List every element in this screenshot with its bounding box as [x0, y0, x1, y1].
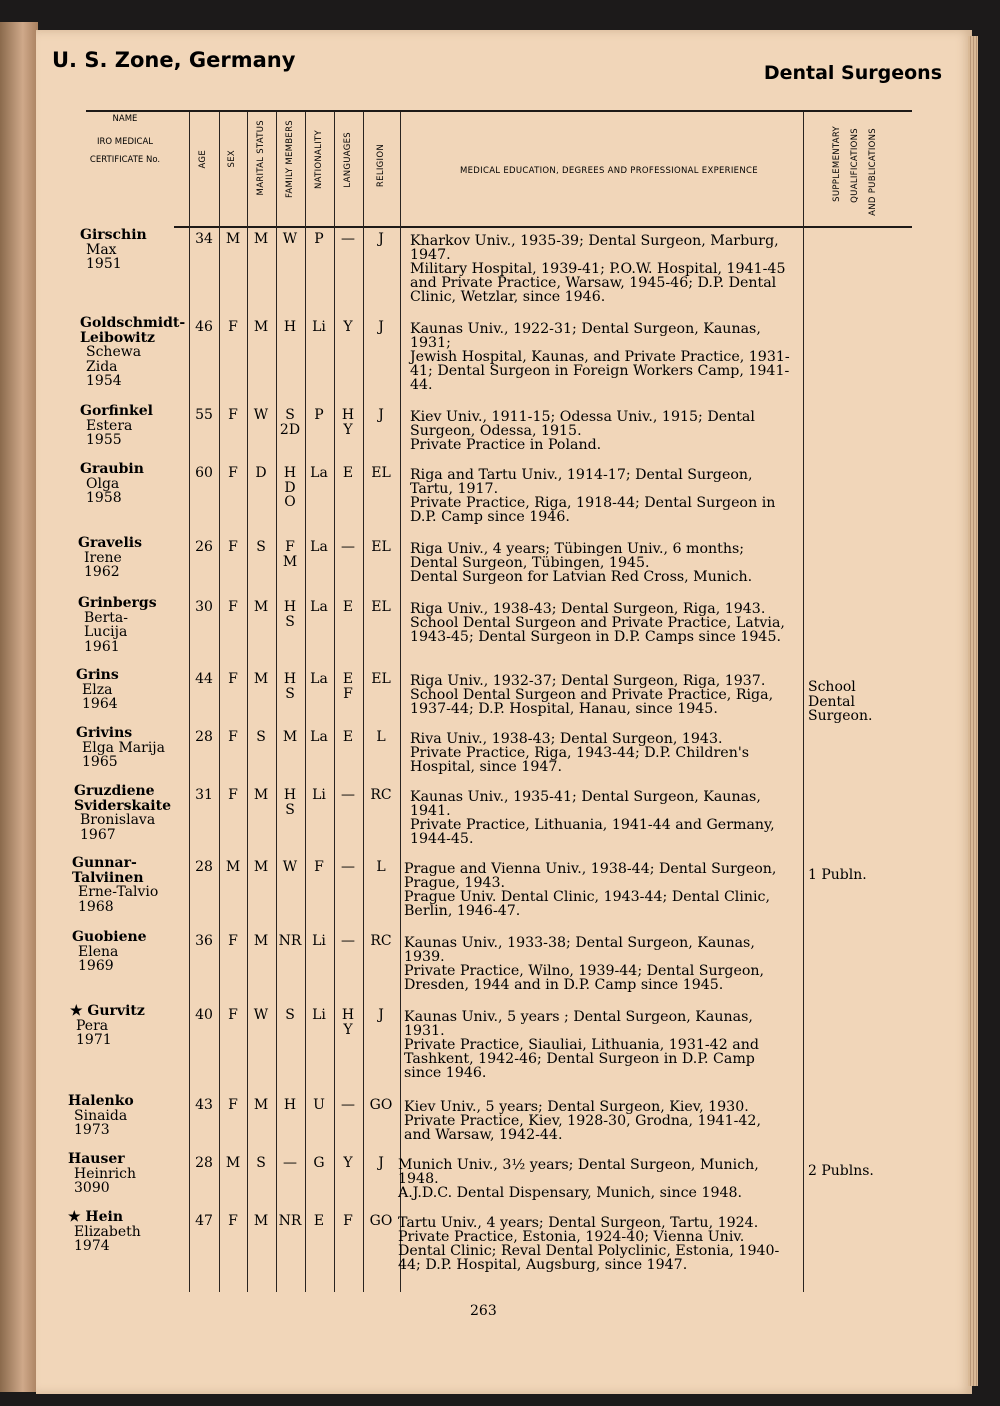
given-name-line: Estera	[86, 417, 133, 434]
experience-cell	[404, 1010, 788, 1080]
header-rule-bottom	[174, 226, 912, 228]
family-value: H	[283, 465, 297, 481]
surname: Graubin	[80, 461, 144, 477]
religion-cell: GO	[369, 1213, 393, 1229]
religion-cell: EL	[371, 539, 391, 555]
given-name	[68, 1225, 208, 1254]
religion-cell: J	[378, 319, 384, 335]
given-name	[74, 813, 214, 842]
family-value: H	[283, 319, 297, 335]
given-name-line: 1961	[84, 638, 120, 655]
family-cell	[275, 466, 305, 510]
surname: Halenko	[68, 1093, 134, 1109]
languages-value: —	[341, 539, 355, 555]
experience-paragraph: Private Practice, Riga, 1943-44; D.P. Children's Hospital, since 1947.	[410, 745, 750, 775]
languages-value: F	[343, 685, 353, 702]
marital-cell: M	[253, 787, 269, 803]
family-value: D	[284, 479, 296, 496]
experience-cell	[398, 1216, 782, 1272]
family-cell	[275, 320, 305, 335]
sex-cell: F	[228, 1213, 238, 1229]
given-name	[68, 1109, 208, 1138]
languages-cell	[333, 730, 363, 745]
surname: Gruzdiene Sviderskaite	[74, 783, 171, 814]
age-cell: 43	[195, 1097, 213, 1113]
languages-value: E	[342, 671, 354, 687]
surname: ★ Hein	[68, 1209, 124, 1225]
religion-cell: RC	[370, 933, 392, 949]
name-cell	[68, 1210, 208, 1254]
experience-cell	[398, 1158, 782, 1200]
marital-cell: S	[256, 729, 266, 745]
family-value: H	[283, 671, 297, 687]
header-zone: U. S. Zone, Germany	[52, 48, 296, 72]
experience-paragraph: School Dental Surgeon and Private Practice, Latvia, 1943-45; Dental Surgeon in D.P. Camps since 1945.	[410, 615, 785, 645]
experience-cell	[404, 936, 788, 992]
family-cell	[275, 730, 305, 745]
sex-cell: M	[225, 231, 241, 247]
age-cell: 60	[195, 465, 213, 481]
surname: Guobiene	[72, 929, 147, 945]
languages-value: H	[341, 1007, 355, 1023]
marital-cell: M	[253, 1097, 269, 1113]
marital-cell: M	[253, 319, 269, 335]
religion-cell: J	[378, 407, 384, 423]
family-cell	[275, 408, 305, 437]
languages-cell	[333, 788, 363, 803]
nationality-cell: La	[310, 729, 328, 745]
given-name-line: 1969	[78, 958, 114, 974]
family-value: S	[285, 801, 295, 818]
column-header-marital: MARITAL STATUS	[256, 120, 266, 196]
experience-paragraph: School Dental Surgeon and Private Practice, Riga, 1937-44; D.P. Hospital, Hanau, since 1945.	[410, 687, 774, 717]
age-cell: 34	[195, 231, 213, 247]
experience-paragraph: Private Practice in Poland.	[410, 437, 602, 453]
experience-paragraph: Riva Univ., 1938-43; Dental Surgeon, 1943.	[410, 731, 723, 747]
experience-paragraph: Riga and Tartu Univ., 1914-17; Dental Surgeon, Tartu, 1917.	[410, 467, 753, 497]
given-name-line: Elena	[78, 943, 119, 960]
experience-cell	[410, 322, 794, 392]
experience-paragraph: Riga Univ., 1938-43; Dental Surgeon, Riga, 1943.	[410, 601, 766, 617]
sex-cell: F	[228, 1097, 238, 1113]
age-cell: 47	[195, 1213, 213, 1229]
given-name-line: 1958	[86, 490, 122, 506]
languages-cell	[333, 540, 363, 555]
given-name-line: Elizabeth	[74, 1223, 141, 1240]
age-cell: 28	[195, 729, 213, 745]
sex-cell: F	[228, 319, 238, 335]
page-edge	[968, 36, 978, 1386]
given-name-line: 1973	[74, 1122, 110, 1138]
family-value: W	[282, 231, 298, 247]
family-cell	[275, 1008, 305, 1023]
experience-paragraph: Kiev Univ., 5 years; Dental Surgeon, Kiev, 1930.	[404, 1099, 749, 1115]
marital-cell: M	[253, 1213, 269, 1229]
sex-cell: M	[225, 859, 241, 875]
experience-paragraph: Riga Univ., 4 years; Tübingen Univ., 6 months; Dental Surgeon, Tübingen, 1945.	[410, 541, 745, 571]
sex-cell: F	[228, 599, 238, 615]
languages-cell	[333, 408, 363, 437]
surname: Gunnar-Talviinen	[72, 855, 144, 886]
family-value: S	[285, 407, 295, 423]
given-name	[80, 345, 220, 389]
religion-cell: GO	[369, 1097, 393, 1113]
experience-paragraph: Private Practice, Wilno, 1939-44; Dental Surgeon, Dresden, 1944 and in D.P. Camp since 1945.	[404, 963, 765, 993]
languages-cell	[333, 934, 363, 949]
given-name-line: 1967	[80, 826, 116, 843]
religion-cell: J	[378, 1155, 384, 1171]
nationality-cell: Li	[312, 319, 326, 335]
surname: Gravelis	[78, 535, 142, 551]
name-cell	[68, 1152, 208, 1196]
col-divider	[803, 112, 804, 1292]
supplementary-value: 1 Publn.	[808, 867, 867, 883]
column-header-supplementary: AND PUBLICATIONS	[868, 128, 878, 216]
languages-cell	[333, 320, 363, 335]
languages-value: Y	[343, 1021, 353, 1038]
column-header-name-line: NAME	[112, 114, 138, 124]
age-cell: 40	[195, 1007, 213, 1023]
surname: ★ Gurvitz	[70, 1003, 145, 1019]
family-cell	[275, 600, 305, 629]
family-value: H	[283, 787, 297, 803]
nationality-cell: La	[310, 671, 328, 687]
given-name-line: Erne-Talvio	[78, 884, 159, 900]
family-cell	[275, 232, 305, 247]
given-name-line: Elga Marija	[82, 739, 165, 756]
religion-cell: J	[378, 1007, 384, 1023]
languages-cell	[333, 1214, 363, 1229]
marital-cell: S	[256, 1155, 266, 1171]
given-name-line: Olga	[86, 475, 120, 492]
experience-cell	[410, 674, 794, 716]
column-header-family: FAMILY MEMBERS	[285, 120, 295, 199]
languages-value: —	[341, 859, 355, 875]
nationality-cell: La	[310, 465, 328, 481]
given-name	[72, 945, 212, 974]
given-name-line: 1962	[84, 564, 120, 580]
given-name-line: 1955	[86, 432, 122, 448]
age-cell: 44	[195, 671, 213, 687]
nationality-cell: La	[310, 539, 328, 555]
sex-cell: F	[228, 671, 238, 687]
age-cell: 46	[195, 319, 213, 335]
col-divider	[219, 112, 220, 1292]
religion-cell: EL	[371, 599, 391, 615]
given-name-line: Elza	[82, 681, 113, 698]
marital-cell: D	[255, 465, 267, 481]
given-name	[72, 885, 212, 914]
languages-value: —	[341, 787, 355, 803]
family-cell	[275, 672, 305, 701]
languages-value: —	[341, 1097, 355, 1113]
languages-value: H	[341, 407, 355, 423]
languages-value: Y	[343, 319, 353, 335]
family-cell	[275, 788, 305, 817]
given-name-line: 1974	[74, 1238, 110, 1254]
nationality-cell: P	[314, 407, 324, 423]
given-name-line: 3090	[74, 1180, 110, 1196]
page-number: 263	[470, 1303, 497, 1319]
age-cell: 30	[195, 599, 213, 615]
religion-cell: L	[376, 729, 386, 745]
given-name-line: Sinaida	[74, 1107, 128, 1124]
family-value: M	[282, 553, 298, 570]
supplementary-cell	[808, 1164, 908, 1179]
supplementary-value: School	[808, 679, 856, 695]
given-name-line: 1965	[82, 754, 118, 770]
family-value: O	[284, 494, 296, 510]
column-header-supplementary: SUPPLEMENTARY	[832, 126, 842, 202]
column-header-nationality: NATIONALITY	[314, 130, 324, 190]
sex-cell: F	[228, 539, 238, 555]
age-cell: 26	[195, 539, 213, 555]
given-name-line: Schewa	[86, 344, 142, 360]
supplementary-value: 2 Publns.	[808, 1163, 874, 1179]
col-divider	[276, 112, 277, 1292]
experience-paragraph: Riga Univ., 1932-37; Dental Surgeon, Riga, 1937.	[410, 673, 766, 689]
family-cell	[275, 1098, 305, 1113]
surname: Grinbergs	[78, 595, 157, 611]
experience-paragraph: Kharkov Univ., 1935-39; Dental Surgeon, Marburg, 1947.	[410, 233, 779, 263]
languages-cell	[333, 1156, 363, 1171]
given-name-line: Heinrich	[74, 1165, 137, 1182]
experience-paragraph: Kiev Univ., 1911-15; Odessa Univ., 1915; Dental Surgeon, Odessa, 1915.	[410, 409, 755, 439]
languages-cell	[333, 466, 363, 481]
column-header-name-line: IRO MEDICAL	[96, 137, 154, 147]
experience-cell	[410, 542, 794, 584]
experience-paragraph: A.J.D.C. Dental Dispensary, Munich, since 1948.	[398, 1185, 743, 1201]
family-value: S	[285, 1007, 295, 1023]
surname: Gorfinkel	[80, 403, 153, 419]
nationality-cell: E	[313, 1213, 325, 1229]
experience-cell	[410, 234, 794, 304]
supplementary-value: Surgeon.	[808, 708, 873, 724]
col-divider	[247, 112, 248, 1292]
family-cell	[275, 934, 305, 949]
family-cell	[275, 1214, 305, 1229]
languages-value: —	[341, 933, 355, 949]
experience-paragraph: Private Practice, Siauliai, Lithuania, 1931-42 and Tashkent, 1942-46; Dental Surgeon in D.P. Camp since 1946.	[404, 1037, 759, 1081]
surname: Goldschmidt-Leibowitz	[80, 315, 186, 346]
sex-cell: F	[228, 787, 238, 803]
given-name-line: 1971	[76, 1032, 112, 1048]
given-name-line: 1951	[86, 256, 122, 272]
given-name	[70, 1019, 210, 1048]
nationality-cell: P	[314, 231, 324, 247]
given-name	[68, 1167, 208, 1196]
religion-cell: J	[378, 231, 384, 247]
column-header-religion: RELIGION	[376, 144, 386, 188]
languages-value: F	[343, 1213, 353, 1229]
nationality-cell: G	[313, 1155, 325, 1171]
experience-paragraph: Private Practice, Riga, 1918-44; Dental Surgeon in D.P. Camp since 1946.	[410, 495, 776, 525]
marital-cell: M	[253, 933, 269, 949]
experience-cell	[404, 1100, 788, 1142]
age-cell: 28	[195, 1155, 213, 1171]
religion-cell: L	[376, 859, 386, 875]
column-header-supplementary: QUALIFICATIONS	[850, 128, 860, 203]
sex-cell: M	[225, 1155, 241, 1171]
languages-value: —	[341, 231, 355, 247]
family-value: S	[285, 613, 295, 630]
languages-value: Y	[343, 1155, 353, 1171]
languages-value: Y	[343, 421, 353, 438]
experience-paragraph: Kaunas Univ., 5 years ; Dental Surgeon, Kaunas, 1931.	[404, 1009, 753, 1039]
experience-cell	[410, 790, 794, 846]
languages-cell	[333, 860, 363, 875]
given-name-line: Irene	[84, 549, 122, 566]
experience-paragraph: Prague and Vienna Univ., 1938-44; Dental Surgeon, Prague, 1943.	[404, 861, 777, 891]
nationality-cell: F	[314, 859, 324, 875]
experience-paragraph: Kaunas Univ., 1933-38; Dental Surgeon, Kaunas, 1939.	[404, 935, 755, 965]
given-name-line: Berta-	[84, 609, 128, 626]
experience-paragraph: Prague Univ. Dental Clinic, 1943-44; Dental Clinic, Berlin, 1946-47.	[404, 889, 770, 919]
experience-paragraph: Private Practice, Kiev, 1928-30, Grodna, 1941-42, and Warsaw, 1942-44.	[404, 1113, 761, 1143]
sex-cell: F	[228, 407, 238, 423]
family-cell	[275, 1156, 305, 1171]
given-name-line: 1964	[82, 696, 118, 712]
languages-cell	[333, 672, 363, 701]
col-divider	[400, 112, 401, 1292]
sex-cell: F	[228, 729, 238, 745]
age-cell: 36	[195, 933, 213, 949]
experience-paragraph: Kaunas Univ., 1922-31; Dental Surgeon, Kaunas, 1931;	[410, 321, 761, 351]
supplementary-cell	[808, 680, 908, 724]
experience-paragraph: Dental Surgeon for Latvian Red Cross, Munich.	[410, 569, 753, 585]
surname: Grivins	[76, 725, 133, 741]
family-cell	[275, 540, 305, 569]
marital-cell: W	[253, 407, 269, 423]
marital-cell: M	[253, 671, 269, 687]
languages-cell	[333, 1098, 363, 1113]
sex-cell: F	[228, 1007, 238, 1023]
given-name-line: Max	[86, 241, 117, 258]
marital-cell: M	[253, 859, 269, 875]
header-rule-top	[86, 110, 912, 112]
languages-value: E	[342, 465, 354, 481]
column-header-experience: MEDICAL EDUCATION, DEGREES AND PROFESSIONAL EXPERIENCE	[460, 166, 758, 176]
family-value: NR	[278, 933, 302, 949]
sex-cell: F	[228, 933, 238, 949]
nationality-cell: La	[310, 599, 328, 615]
column-header-sex: SEX	[227, 150, 237, 168]
column-header-name	[60, 108, 190, 166]
given-name-line: 1954	[86, 373, 122, 389]
col-divider	[334, 112, 335, 1292]
family-value: H	[283, 1097, 297, 1113]
languages-value: E	[342, 599, 354, 615]
experience-paragraph: Jewish Hospital, Kaunas, and Private Practice, 1931-41; Dental Surgeon in Foreign Workers Camp, 1941-44.	[410, 349, 790, 393]
age-cell: 55	[195, 407, 213, 423]
book-spine	[0, 22, 38, 1392]
languages-value: E	[342, 729, 354, 745]
name-cell	[68, 1094, 208, 1138]
nationality-cell: Li	[312, 933, 326, 949]
nationality-cell: Li	[312, 787, 326, 803]
age-cell: 28	[195, 859, 213, 875]
supplementary-value: Dental	[808, 693, 855, 710]
surname: Hauser	[68, 1151, 125, 1167]
surname: Grins	[76, 667, 119, 683]
experience-cell	[410, 732, 794, 774]
languages-cell	[333, 600, 363, 615]
experience-paragraph: Private Practice, Lithuania, 1941-44 and Germany, 1944-45.	[410, 817, 775, 847]
family-value: H	[283, 599, 297, 615]
religion-cell: EL	[371, 465, 391, 481]
family-value: NR	[278, 1213, 302, 1229]
given-name-line: Pera	[76, 1017, 109, 1034]
experience-paragraph: Tartu Univ., 4 years; Dental Surgeon, Tartu, 1924.	[398, 1215, 759, 1231]
family-value: M	[282, 729, 298, 745]
column-header-languages: LANGUAGES	[343, 132, 353, 188]
given-name-line: Lucija	[84, 624, 128, 640]
languages-cell	[333, 1008, 363, 1037]
experience-paragraph: Kaunas Univ., 1935-41; Dental Surgeon, Kaunas, 1941.	[410, 789, 761, 819]
col-divider	[363, 112, 364, 1292]
column-header-age: AGE	[198, 150, 208, 169]
surname: Girschin	[80, 227, 147, 243]
experience-paragraph: Military Hospital, 1939-41; P.O.W. Hospital, 1941-45 and Private Practice, Warsaw, 1945-46; D.P. Dental Clinic, Wetzlar, since 1946.	[410, 261, 786, 305]
family-value: S	[285, 685, 295, 702]
family-value: F	[285, 539, 295, 555]
given-name-line: 1968	[78, 898, 114, 915]
nationality-cell: U	[313, 1097, 325, 1113]
given-name-line: Zida	[86, 358, 118, 375]
sex-cell: F	[228, 465, 238, 481]
experience-cell	[410, 410, 794, 452]
given-name	[78, 611, 218, 655]
marital-cell: M	[253, 231, 269, 247]
family-value: W	[282, 859, 298, 875]
religion-cell: RC	[370, 787, 392, 803]
experience-cell	[410, 468, 794, 524]
experience-cell	[410, 602, 794, 644]
family-cell	[275, 860, 305, 875]
nationality-cell: Li	[312, 1007, 326, 1023]
supplementary-cell	[808, 868, 908, 883]
experience-cell	[404, 862, 788, 918]
col-divider	[305, 112, 306, 1292]
marital-cell: M	[253, 599, 269, 615]
religion-cell: EL	[371, 671, 391, 687]
age-cell: 31	[195, 787, 213, 803]
marital-cell: W	[253, 1007, 269, 1023]
experience-paragraph: Private Practice, Estonia, 1924-40; Vienna Univ. Dental Clinic; Reval Dental Polyclinic, Estonia, 1940-44; D.P. Hospital, Augsburg, since 1947.	[398, 1229, 780, 1273]
experience-paragraph: Munich Univ., 3½ years; Dental Surgeon, Munich, 1948.	[398, 1157, 759, 1187]
family-value: —	[283, 1155, 297, 1171]
languages-cell	[333, 232, 363, 247]
column-header-name-line: CERTIFICATE No.	[89, 155, 161, 165]
given-name-line: Bronislava	[80, 812, 156, 828]
family-value: 2D	[279, 421, 301, 438]
header-section: Dental Surgeons	[763, 62, 942, 84]
marital-cell: S	[256, 539, 266, 555]
